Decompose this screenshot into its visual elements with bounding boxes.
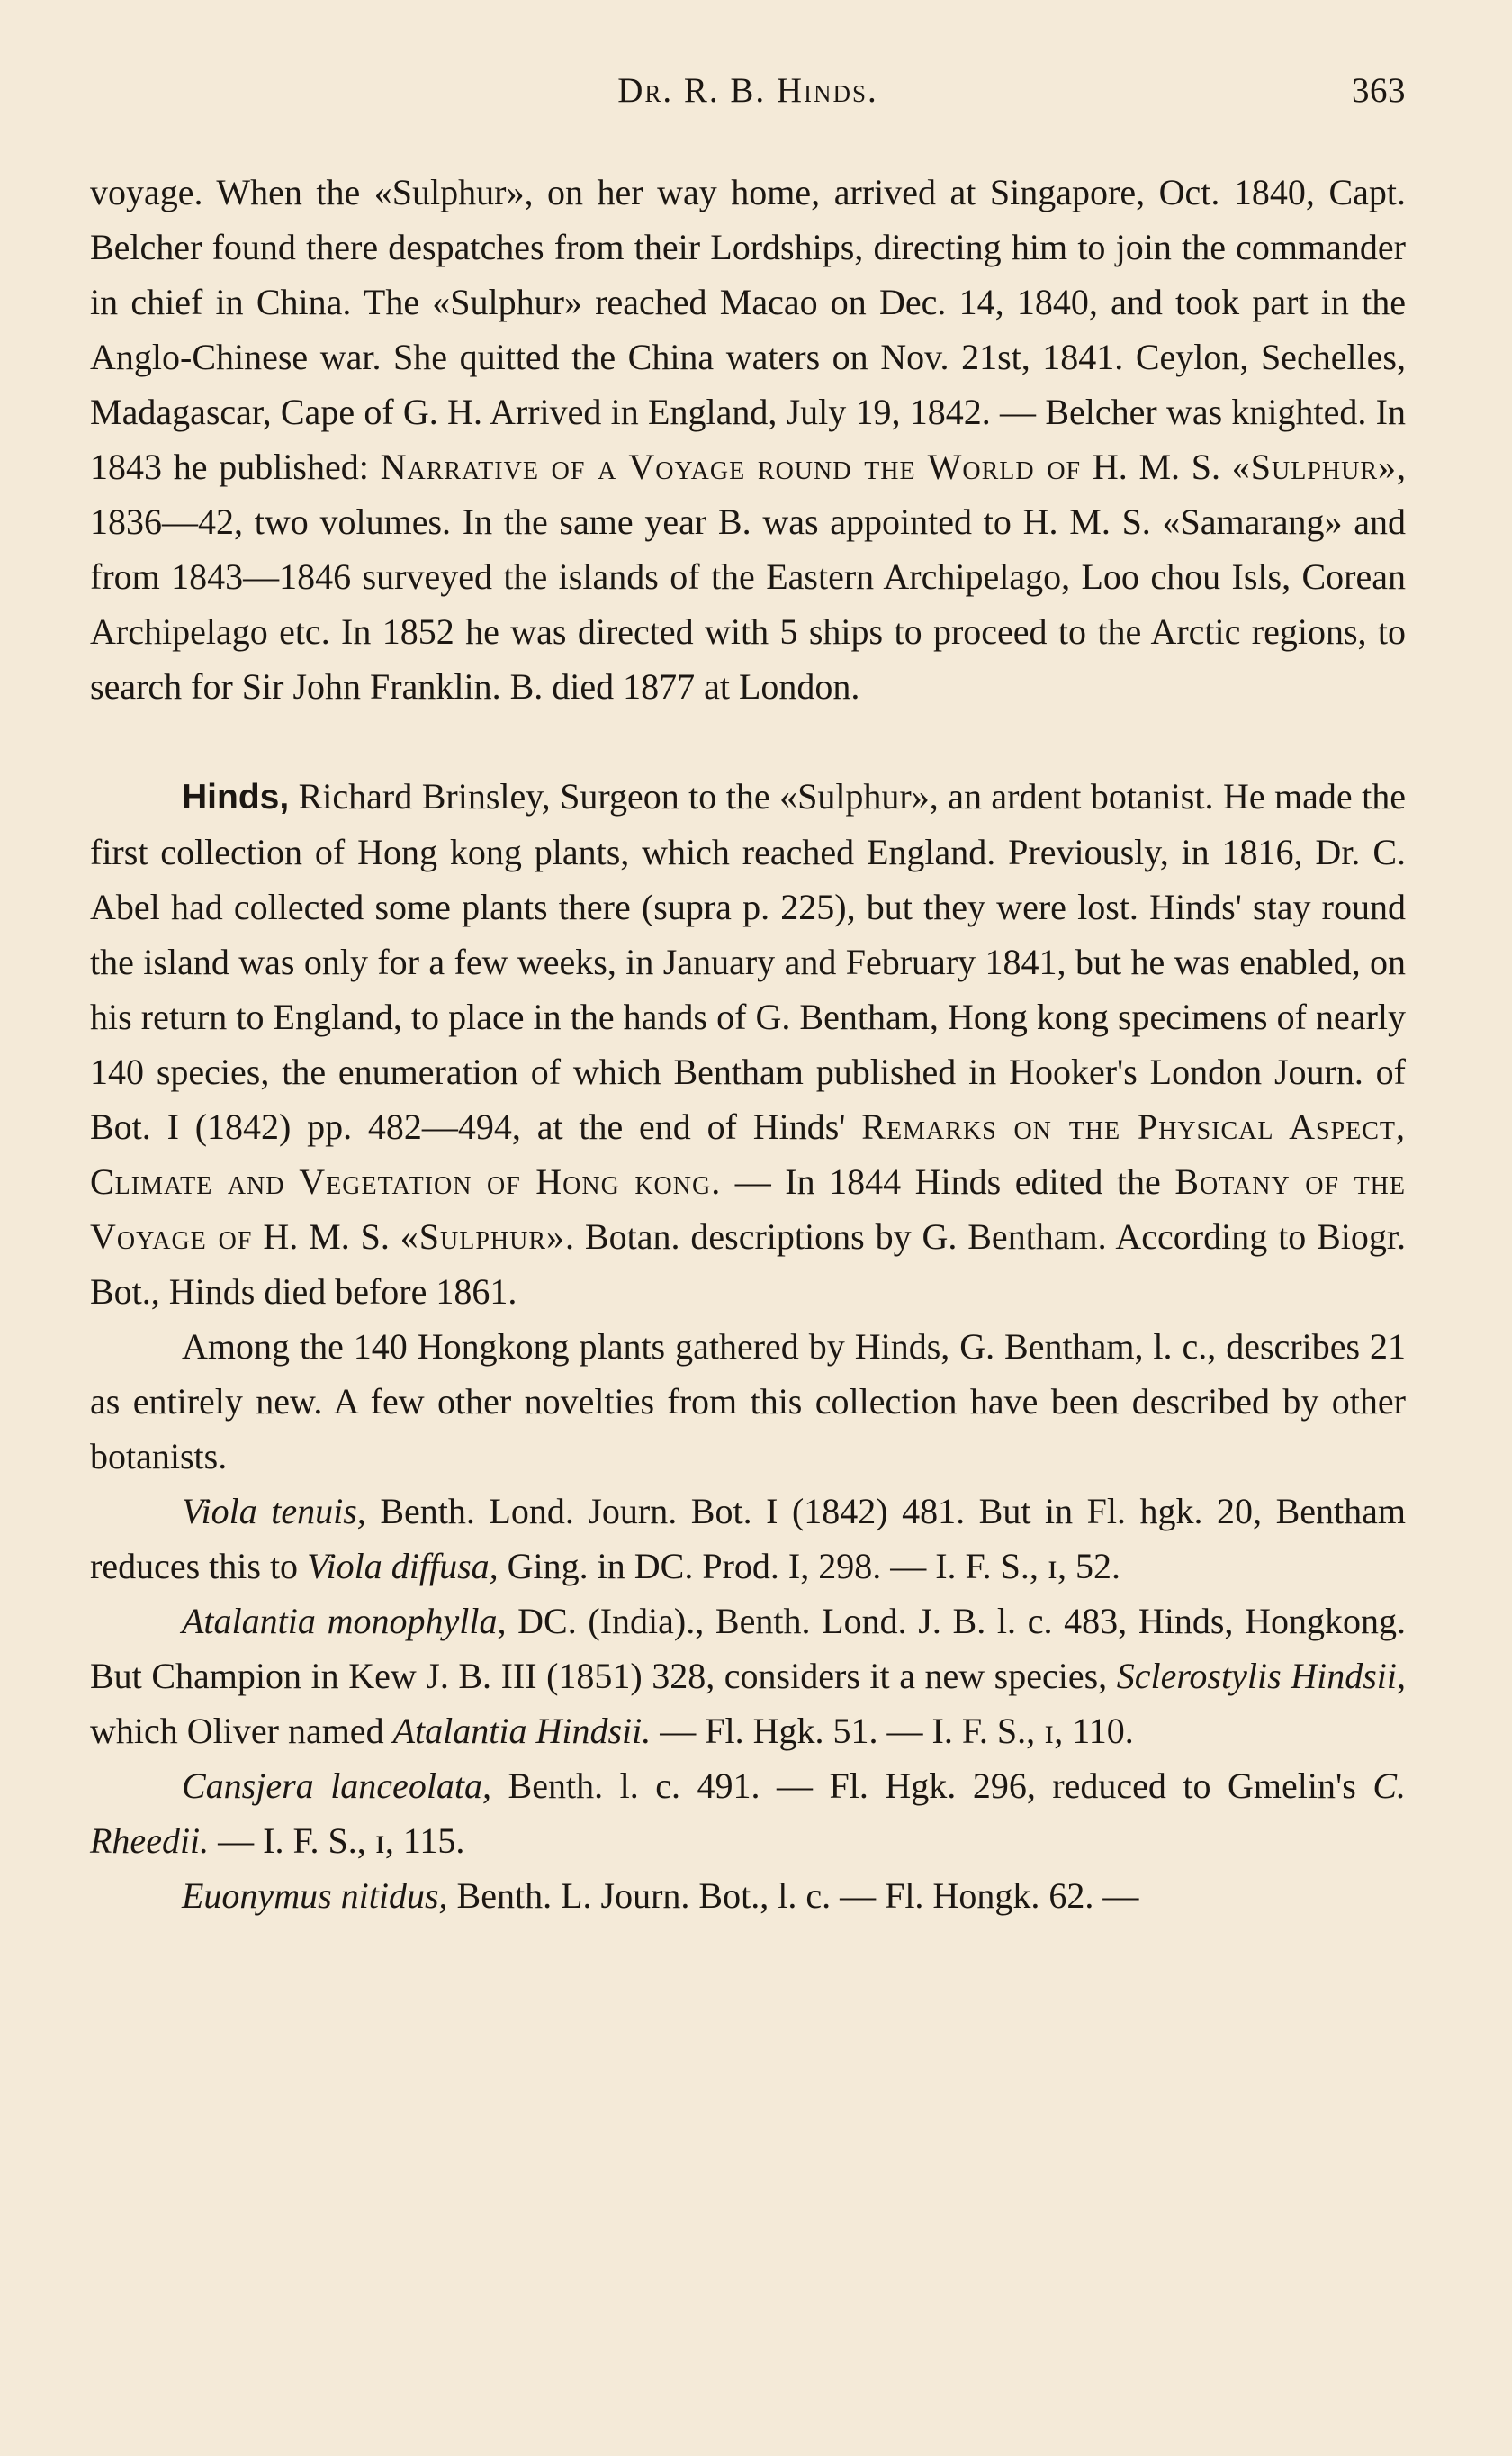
- text-span: Benth. L. Journ. Bot., l. c. — Fl. Hongk. 62. —: [447, 1875, 1139, 1916]
- text-span: DC. (India)., Benth. Lond. J. B. l. c. 483, Hinds, Hongkong. But Champion in Kew J. B. III (1851) 328, considers it a new species,: [90, 1601, 1406, 1696]
- book-title-small-caps: Remarks on the Physical Aspect, Climate and Vegetation of Hong kong.: [90, 1106, 1407, 1202]
- text-span: — I. F. S., ɪ, 115.: [209, 1820, 465, 1861]
- paragraph-atalantia-monophylla: [90, 1594, 1406, 1758]
- ship-name-small-caps: «Sulphur»: [400, 1216, 566, 1257]
- species-name: Sclerostylis Hindsii,: [1116, 1656, 1406, 1696]
- paragraph-hinds-biography: [90, 769, 1406, 1319]
- page-number: 363: [1352, 71, 1406, 110]
- text-span: H. M. S.: [1081, 447, 1232, 487]
- entry-heading-name: Hinds,: [182, 778, 290, 817]
- paragraph-cansjera-lanceolata: [90, 1758, 1406, 1868]
- body-text: [90, 165, 1406, 1923]
- species-name: Euonymus nitidus,: [182, 1875, 448, 1916]
- text-span: which Oliver named: [90, 1711, 393, 1751]
- species-name: Atalantia Hindsii.: [392, 1711, 652, 1751]
- text-span: — In 1844 Hinds edited the: [721, 1161, 1175, 1202]
- paragraph-belcher-voyage: [90, 165, 1406, 714]
- paragraph-viola-tenuis: [90, 1484, 1406, 1594]
- ship-name-small-caps: «Sulphur»: [1231, 447, 1398, 487]
- species-name: Atalantia monophylla,: [182, 1601, 507, 1641]
- species-name: C. Rheedii.: [90, 1765, 1407, 1861]
- text-span: Benth. Lond. Journ. Bot. I (1842) 481. But in Fl. hgk. 20, Bentham reduces this to: [90, 1491, 1406, 1586]
- species-name: Viola tenuis,: [182, 1491, 366, 1531]
- text-span: — Fl. Hgk. 51. — I. F. S., ɪ, 110.: [651, 1711, 1134, 1751]
- paragraph-plants-summary: [90, 1319, 1406, 1484]
- book-title-small-caps: Narrative of a Voyage round the World of: [380, 447, 1082, 487]
- text-span: . Botan. descriptions by G. Bentham. According to Biogr. Bot., Hinds died before 1861.: [90, 1216, 1407, 1312]
- text-span: voyage. When the «Sulphur», on her way home, arrived at Singapore, Oct. 1840, Capt. Belcher found there despatches from their Lordships, directing him to join the commander in chief in China. The «Sulphur» reached Macao on Dec. 14, 1840, and took part in the Anglo-Chinese war. She quitted the China waters on Nov. 21st, 1841. Ceylon, Sechelles, Madagascar, Cape of G. H. Arrived in England, July 19, 1842. — Belcher was knighted. In 1843 he published:: [90, 172, 1406, 487]
- page-header: [90, 70, 1406, 124]
- species-name: Viola diffusa,: [307, 1546, 499, 1586]
- text-span: H. M. S.: [252, 1216, 400, 1257]
- text-span: Among the 140 Hongkong plants gathered by Hinds, G. Bentham, l. c., describes 21 as entirely new. A few other novelties from this collection have been described by other botanists.: [90, 1326, 1406, 1476]
- running-title: Dr. R. B. Hinds.: [617, 71, 878, 110]
- paragraph-euonymus-nitidus: [90, 1868, 1406, 1923]
- text-span: Benth. l. c. 491. — Fl. Hgk. 296, reduced to Gmelin's: [491, 1765, 1373, 1806]
- species-name: Cansjera lanceolata,: [182, 1765, 492, 1806]
- text-span: Ging. in DC. Prod. I, 298. — I. F. S., ɪ, 52.: [498, 1546, 1120, 1586]
- book-title-small-caps: Botany of the Voyage of: [90, 1161, 1406, 1257]
- text-span: , 1836—42, two volumes. In the same year B. was appointed to H. M. S. «Samarang» and from 1843—1846 surveyed the islands of the Eastern Archipelago, Loo chou Isls, Corean Archipelago etc. In 1852 he was directed with 5 ships to proceed to the Arctic regions, to search for Sir John Franklin. B. died 1877 at London.: [90, 447, 1407, 707]
- text-span: Richard Brinsley, Surgeon to the «Sulphur», an ardent botanist. He made the first collection of Hong kong plants, which reached England. Previously, in 1816, Dr. C. Abel had collected some plants there (supra p. 225), but they were lost. Hinds' stay round the island was only for a few weeks, in January and February 1841, but he was enabled, on his return to England, to place in the hands of G. Bentham, Hong kong specimens of nearly 140 species, the enumeration of which Bentham published in Hooker's London Journ. of Bot. I (1842) pp. 482—494, at the end of Hinds': [90, 776, 1406, 1147]
